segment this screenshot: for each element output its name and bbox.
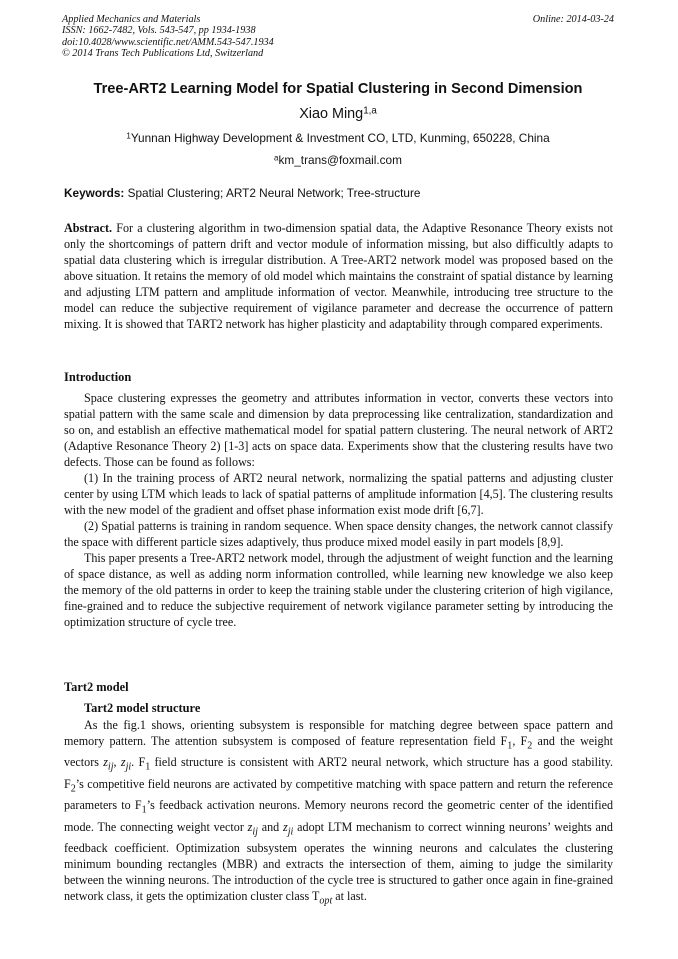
email-address: km_trans@foxmail.com: [278, 153, 402, 167]
author-line: [62, 106, 614, 122]
text-run: at last.: [332, 889, 367, 904]
text-run: . F: [131, 755, 146, 770]
keywords-label: Keywords:: [64, 186, 125, 200]
subsection-heading-structure: Tart2 model structure: [84, 701, 201, 715]
text-run: ’s feedback activation neurons. Memory neurons record the geometric center of the identified mode. The connecting weight vector: [64, 798, 613, 834]
text-run: , F: [512, 734, 528, 748]
text-run: and: [257, 819, 284, 834]
subscript: ji: [125, 761, 132, 773]
email-line: [62, 153, 614, 167]
text-run: field structure is consistent with ART2 neural network, which structure has a good stability. F: [64, 755, 613, 791]
subscript: 1: [507, 740, 513, 752]
subscript: 2: [527, 740, 533, 752]
subscript: opt: [319, 895, 333, 907]
math-var: z: [247, 819, 253, 834]
subscript: 1: [141, 804, 147, 816]
text-run: ,: [113, 755, 121, 770]
abstract-label: Abstract.: [64, 221, 113, 235]
doi-line: doi:10.4028/www.scientific.net/AMM.543-547.1934: [62, 36, 274, 48]
math-var: z: [103, 755, 108, 770]
math-var: z: [120, 755, 126, 770]
intro-paragraph-2: (1) In the training process of ART2 neural network, normalizing the spatial patterns and adjusting cluster center by using LTM which leads to lack of spatial patterns of amplitude information [4,5]. The clustering results with the new model of the gradient and offset phase information exist mode drift [6,7].: [64, 471, 613, 517]
email-mark: a: [274, 153, 279, 163]
introduction-body: [64, 390, 613, 630]
subscript: ji: [287, 826, 294, 838]
intro-paragraph-3: (2) Spatial patterns is training in random sequence. When space density changes, the network cannot classify the space with different particle sizes adaptively, thus produce mixed model easily in part models [8,9].: [64, 519, 613, 549]
tart2-body: [64, 717, 613, 909]
intro-paragraph-4: This paper presents a Tree-ART2 network model, through the adjustment of weight function and the learning of space distance, as well as adding norm information controlled, while learning new knowledge we also keep the memory of the old patterns in order to keep the training stable under the clustering criterion of high vigilance, fine-grained and to reduce the subjective requirement of network vigilance parameter setting by introducing the optimization structure of cycle tree.: [64, 551, 613, 629]
keywords-text: Spatial Clustering; ART2 Neural Network; Tree-structure: [127, 186, 421, 200]
math-var: z: [283, 819, 288, 834]
author-affil-mark: 1,a: [363, 105, 377, 117]
affiliation-mark: 1: [126, 131, 131, 141]
online-date: Online: 2014-03-24: [532, 14, 614, 25]
paper-title: Tree-ART2 Learning Model for Spatial Clustering in Second Dimension: [93, 81, 583, 97]
journal-name: Applied Mechanics and Materials: [62, 14, 201, 25]
copyright-line: © 2014 Trans Tech Publications Ltd, Switzerland: [62, 48, 264, 60]
abstract-text: For a clustering algorithm in two-dimension spatial data, the Adaptive Resonance Theory exists not only the shortcomings of pattern drift and vector module of information missing, but also difficultly adapts to spatial data clustering which is irregular distribution. A Tree-ART2 network model was proposed based on the above situation. It retains the memory of old model which maintains the constraint of spatial distance by learning and adjusting LTM pattern and amplitude information of vector. Meanwhile, introducing tree structure to the model can reduce the subjective requirement of vigilance parameter and decrease the occurrence of pattern mixing. It is showed that TART2 network has higher plasticity and adaptability through compared experiments.: [64, 221, 613, 331]
abstract: [64, 220, 613, 332]
section-heading-introduction: Introduction: [64, 370, 132, 384]
keywords: [64, 186, 616, 200]
journal-header: [62, 14, 614, 60]
text-run: adopt LTM mechanism to correct winning neurons’ weights and feedback coefficient. Optimization subsystem operates the winning neurons and calculates the clustering minimum bounding rectangles (MBR) and extracts the intersection of them, aiming to judge the similarity between the winning neurons. The introduction of the cycle tree is structured to gather once again in fine-grained network class, it gets the optimization cluster class T: [64, 819, 613, 904]
subscript: ij: [107, 761, 114, 773]
subscript: ij: [252, 826, 258, 838]
text-run: As the fig.1 shows, orienting subsystem is responsible for matching degree between space pattern and memory pattern. The attention subsystem is composed of feature representation field F: [64, 718, 613, 748]
subscript: 2: [70, 783, 76, 795]
affiliation-text: Yunnan Highway Development & Investment CO, LTD, Kunming, 650228, China: [130, 131, 550, 145]
issn-line: ISSN: 1662-7482, Vols. 543-547, pp 1934-1938: [62, 25, 256, 37]
tart2-paragraph: [64, 717, 613, 909]
author-name: Xiao Ming: [299, 106, 364, 122]
section-heading-tart2: Tart2 model: [64, 680, 129, 694]
subscript: 1: [145, 761, 151, 773]
affiliation-line: [62, 131, 614, 145]
text-run: ’s competitive field neurons are activated by competitive matching with space pattern and return the reference parameters to F: [64, 776, 613, 813]
text-run: and the weight vectors: [64, 734, 613, 770]
intro-paragraph-1: Space clustering expresses the geometry and attributes information in vector, converts these vectors into spatial pattern with the same scale and dimension by data preprocessing like centralization, standardization and so on, and establish an effective mathematical model for spatial pattern clustering. The neural network of ART2 (Adaptive Resonance Theory 2) [1-3] acts on space data. Experiments show that the clustering results have two defects. Those can be found as follows:: [64, 391, 613, 469]
